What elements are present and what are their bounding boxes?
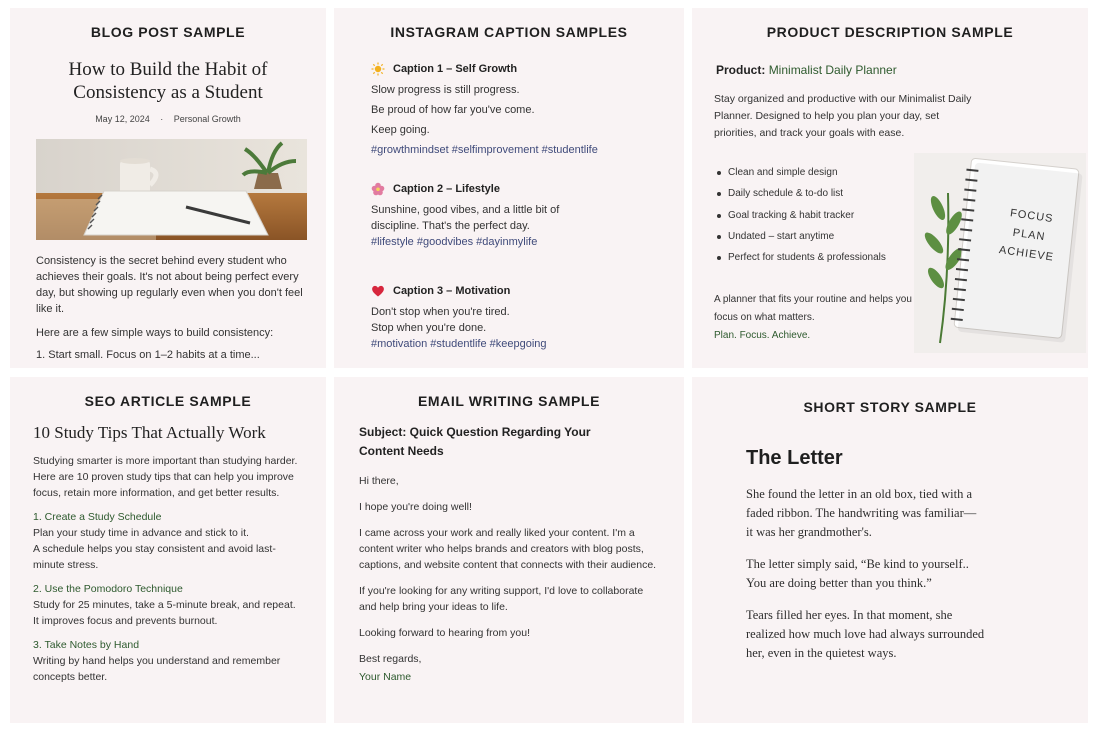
blog-meta	[10, 114, 326, 124]
story-card	[692, 377, 1088, 723]
blog-heading: BLOG POST SAMPLE	[90, 24, 246, 40]
email-body	[359, 423, 659, 685]
product-card	[692, 8, 1088, 368]
blog-paragraph: Consistency is the secret behind every student who achieves their goals. It's not about being perfect every day, but showing up regularly even when you don't feel like it.	[36, 255, 303, 315]
story-paragraph: She found the letter in an old box, tied with a faded ribbon. The handwriting was familiar— it was her grandmother's.	[746, 487, 977, 539]
meta-separator: ·	[160, 114, 164, 124]
email-heading: EMAIL WRITING SAMPLE	[417, 393, 601, 409]
email-paragraph: I came across your work and really liked your content. I'm a content writer who helps brands and creators with blog posts, captions, and website content that connects with their audience.	[359, 527, 657, 571]
product-tagline: Plan. Focus. Achieve.	[714, 330, 811, 341]
story-title: The Letter	[746, 447, 843, 469]
blog-photo-desk-notebook	[36, 139, 307, 240]
blog-category: Personal Growth	[173, 114, 241, 124]
hashtags: #motivation #studentlife #keepgoing	[371, 338, 547, 350]
tip-body: Plan your study time in advance and stick to it.	[33, 527, 249, 539]
caption-line: Stop when you're done.	[371, 322, 487, 334]
feature-item: Undated – start anytime	[714, 226, 914, 247]
caption-line: Sunshine, good vibes, and a little bit of	[371, 204, 560, 216]
hashtags: #growthmindset #selfimprovement #studentlife	[371, 144, 598, 156]
caption-block	[371, 182, 671, 248]
sun-icon	[371, 62, 385, 76]
caption-title: Caption 2 – Lifestyle	[393, 183, 500, 195]
email-signoff: Best regards,	[359, 653, 422, 665]
email-subject: Subject: Quick Question Regarding Your Content Needs	[359, 425, 591, 458]
feature-list	[714, 162, 914, 268]
planner-cover-text: FOCUS PLAN ACHIEVE	[998, 207, 1055, 264]
planner-image	[914, 153, 1086, 353]
flower-icon	[371, 182, 385, 196]
tip-body: Study for 25 minutes, take a 5-minute break, and repeat. It improves focus and prevents burnout.	[33, 599, 296, 627]
email-paragraph: Looking forward to hearing from you!	[359, 627, 531, 639]
email-card	[334, 377, 684, 723]
seo-title: 10 Study Tips That Actually Work	[33, 423, 266, 442]
tip-title: 1. Create a Study Schedule	[33, 511, 162, 523]
instagram-card	[334, 8, 684, 368]
blog-date: May 12, 2024	[95, 114, 150, 124]
hashtags: #lifestyle #goodvibes #dayinmylife	[371, 236, 538, 248]
heart-icon	[371, 284, 385, 298]
caption-title: Caption 3 – Motivation	[393, 285, 511, 297]
seo-heading: SEO ARTICLE SAMPLE	[84, 393, 252, 409]
product-label: Product: Minimalist Daily Planner	[716, 63, 897, 77]
caption-title: Caption 1 – Self Growth	[393, 63, 518, 75]
product-heading: PRODUCT DESCRIPTION SAMPLE	[766, 24, 1014, 40]
email-signature-name: Your Name	[359, 671, 412, 683]
feature-item: Clean and simple design	[714, 162, 914, 183]
product-closing: A planner that fits your routine and helps you focus on what matters.	[714, 294, 912, 323]
email-greeting: Hi there,	[359, 475, 399, 487]
tip-title: 3. Take Notes by Hand	[33, 639, 140, 651]
blog-paragraph: Here are a few simple ways to build consistency:	[36, 327, 274, 339]
email-paragraph: I hope you're doing well!	[359, 501, 472, 513]
caption-line: Be proud of how far you've come.	[371, 104, 535, 116]
caption-block	[371, 62, 671, 156]
seo-body	[33, 453, 303, 685]
product-name: Minimalist Daily Planner	[768, 63, 897, 77]
email-paragraph: If you're looking for any writing support, I'd love to collaborate and help bring your ideas to life.	[359, 585, 644, 613]
blog-list-item: 1. Start small. Focus on 1–2 habits at a time...	[36, 349, 260, 361]
tip-title: 2. Use the Pomodoro Technique	[33, 583, 183, 595]
story-paragraph: The letter simply said, “Be kind to yourself.. You are doing better than you think.”	[746, 557, 969, 590]
seo-intro: Studying smarter is more important than studying harder. Here are 10 proven study tips that can help you improve focus, retain more information, and get better results.	[33, 455, 298, 499]
seo-card	[10, 377, 326, 723]
story-paragraph: Tears filled her eyes. In that moment, she realized how much love had always surrounded her, even in the quietest ways.	[746, 608, 985, 660]
story-body	[746, 485, 1026, 676]
instagram-heading: INSTAGRAM CAPTION SAMPLES	[390, 24, 628, 40]
tip-body: A schedule helps you stay consistent and avoid last-minute stress.	[33, 543, 276, 571]
caption-block	[371, 284, 671, 350]
product-description: Stay organized and productive with our Minimalist Daily Planner. Designed to help you plan your day, set priorities, and track your goals with ease.	[714, 93, 972, 139]
caption-line: Keep going.	[371, 124, 430, 136]
feature-item: Goal tracking & habit tracker	[714, 205, 914, 226]
blog-body	[36, 253, 306, 363]
blog-title: How to Build the Habit of Consistency as a Student	[68, 59, 268, 103]
caption-line: Slow progress is still progress.	[371, 84, 520, 96]
blog-post-card	[10, 8, 326, 368]
tip-body: Writing by hand helps you understand and remember concepts better.	[33, 655, 281, 683]
feature-item: Perfect for students & professionals	[714, 247, 914, 268]
story-heading: SHORT STORY SAMPLE	[803, 399, 977, 415]
caption-line: Don't stop when you're tired.	[371, 306, 510, 318]
feature-item: Daily schedule & to-do list	[714, 183, 914, 204]
caption-line: discipline. That's the perfect day.	[371, 220, 530, 232]
